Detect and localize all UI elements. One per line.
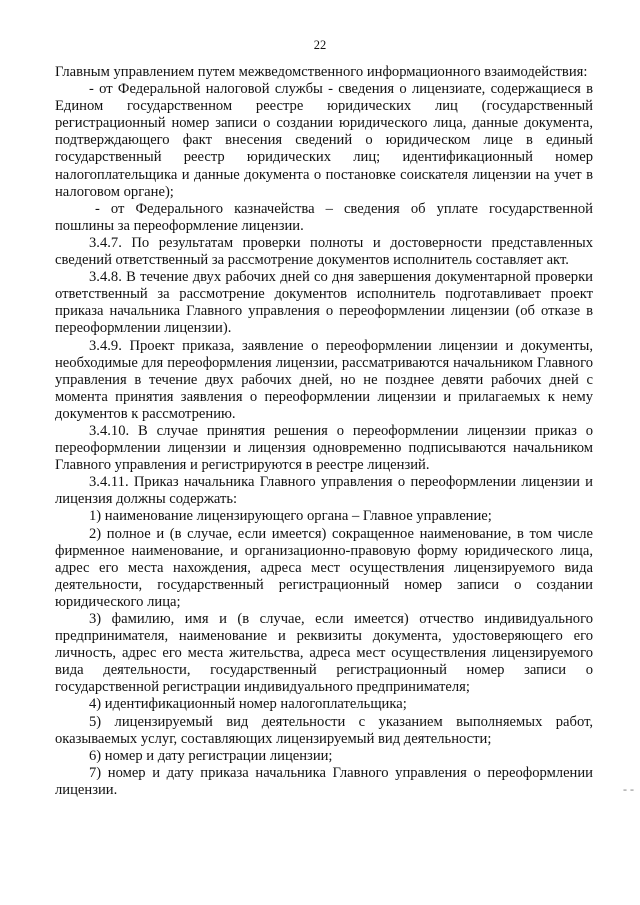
paragraph-3-4-8: 3.4.8. В течение двух рабочих дней со дня завершения документарной проверки ответственный за рассмотрение документов исполнитель подготавливает проект приказа начальника Главного управления о переоформлении лицензии (об отказе в переоформлении лицензии). [55,269,593,337]
list-item-7: 7) номер и дату приказа начальника Главного управления о переоформлении лицензии. [55,764,593,798]
paragraph-3-4-11: 3.4.11. Приказ начальника Главного управления о переоформлении лицензии и лицензия должны содержать: [55,474,593,508]
paragraph-3-4-9: 3.4.9. Проект приказа, заявление о переоформлении лицензии и документы, необходимые для переоформления лицензии, рассматриваются начальником Главного управления в течение двух рабочих дней, но не позднее девяти рабочих дней с момента принятия заявления о переоформлении лицензии и прилагаемых к нему документов к рассмотрению. [55,337,593,422]
document-body [55,64,593,799]
list-item-1: 1) наименование лицензирующего органа – Главное управление; [89,508,492,525]
margin-mark: - - [623,782,634,796]
list-item-6: 6) номер и дату регистрации лицензии; [89,747,333,764]
page-number: 22 [313,38,327,52]
paragraph-3-4-7: 3.4.7. По результатам проверки полноты и достоверности представленных сведений ответственный за рассмотрение документов исполнитель составляет акт. [55,234,593,269]
list-item-4: 4) идентификационный номер налогоплательщика; [89,696,407,713]
list-item-5: 5) лицензируемый вид деятельности с указанием выполняемых работ, оказываемых услуг, составляющих лицензируемый вид деятельности; [55,713,593,747]
paragraph-intro: Главным управлением путем межведомственного информационного взаимодействия: [55,64,588,80]
paragraph-3-4-10: 3.4.10. В случае принятия решения о переоформлении лицензии приказ о переоформлении лицензии и лицензия одновременно подписываются начальником Главного управления и регистрируются в реестре лицензий. [55,422,593,474]
paragraph-treasury-bullet: - от Федерального казначейства – сведения об уплате государственной пошлины за переоформление лицензии. [55,200,593,234]
list-item-3: 3) фамилию, имя и (в случае, если имеется) отчество индивидуального предпринимателя, наименование и реквизиты документа, удостоверяющего его личность, адрес его места жительства, адреса мест осуществления лицензируемого вида деятельности, государственный регистрационный номер записи о государственной регистрации индивидуального предпринимателя; [55,611,593,696]
list-item-2: 2) полное и (в случае, если имеется) сокращенное наименование, в том числе фирменное наименование, и организационно-правовую форму юридического лица, адрес его места нахождения, адреса мест осуществления лицензируемого вида деятельности, государственный регистрационный номер записи о создании юридического лица; [55,525,593,610]
paragraph-fns-bullet: - от Федеральной налоговой службы - сведения о лицензиате, содержащиеся в Едином государственном реестре юридических лиц (государственный регистрационный номер записи о создании юридического лица, данные документа, подтверждающего факт внесения сведений о юридическом лице в единый государственный реестр юридических лиц; идентификационный номер налогоплательщика и данные документа о постановке соискателя лицензии на учет в налоговом органе); [55,81,593,200]
